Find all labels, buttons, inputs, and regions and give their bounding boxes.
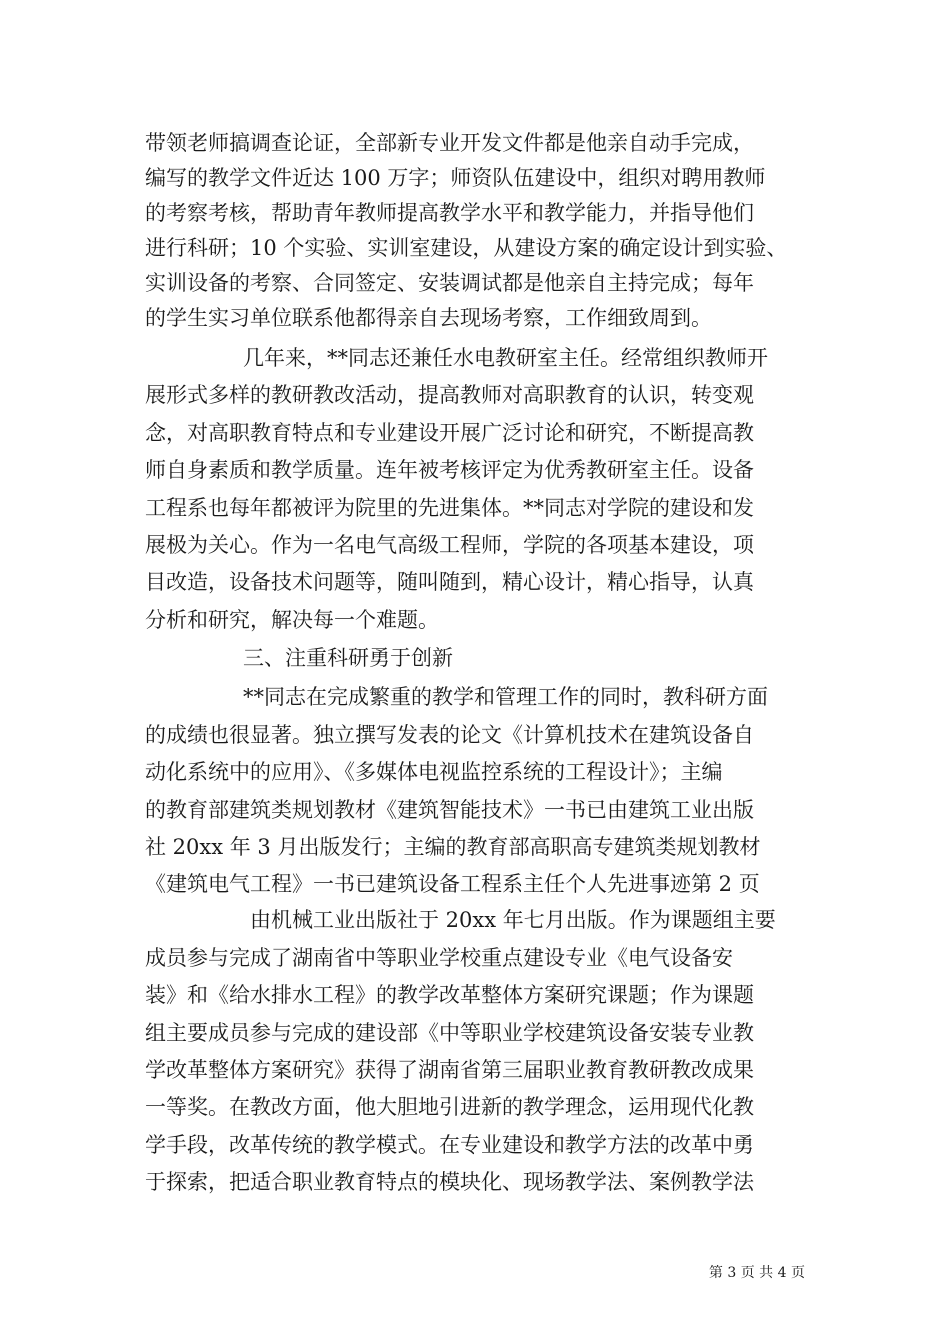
text-line: 的教育部建筑类规划教材《建筑智能技术》一书已由建筑工业出版 (145, 798, 754, 822)
text-line: 《建筑电气工程》一书已建筑设备工程系主任个人先进事迹第 2 页 (145, 872, 760, 896)
text-line: 组主要成员参与完成的建设部《中等职业学校建筑设备安装专业教 (145, 1021, 754, 1045)
text-line: 成员参与完成了湖南省中等职业学校重点建设专业《电气设备安 (145, 946, 733, 970)
text-line: 动化系统中的应用》、《多媒体电视监控系统的工程设计》；主编 (145, 760, 723, 784)
text-line: 师自身素质和教学质量。连年被考核评定为优秀教研室主任。设备 (145, 458, 754, 482)
text-line: 实训设备的考察、合同签定、安装调试都是他亲自主持完成；每年 (145, 271, 754, 295)
text-line: 工程系也每年都被评为院里的先进集体。**同志对学院的建设和发 (145, 496, 754, 520)
text-line: 目改造，设备技术问题等，随叫随到，精心设计，精心指导，认真 (145, 570, 754, 594)
section-heading: 三、注重科研勇于创新 (243, 646, 453, 670)
paragraph-first-line: 几年来，**同志还兼任水电教研室主任。经常组织教师开 (243, 346, 768, 370)
paragraph-first-line: **同志在完成繁重的教学和管理工作的同时，教科研方面 (243, 685, 768, 709)
text-line: 的学生实习单位联系他都得亲自去现场考察，工作细致周到。 (145, 306, 712, 330)
text-line: 社 20xx 年 3 月出版发行；主编的教育部高职高专建筑类规划教材 (145, 835, 761, 859)
text-line: 带领老师搞调查论证，全部新专业开发文件都是他亲自动手完成， (145, 131, 754, 155)
text-line: 的考察考核，帮助青年教师提高教学水平和教学能力，并指导他们 (145, 201, 754, 225)
text-line: 一等奖。在教改方面，他大胆地引进新的教学理念，运用现代化教 (145, 1095, 754, 1119)
text-line: 于探索，把适合职业教育特点的模块化、现场教学法、案例教学法 (145, 1170, 754, 1194)
text-line: 展形式多样的教研教改活动，提高教师对高职教育的认识，转变观 (145, 383, 754, 407)
text-line: 念，对高职教育特点和专业建设开展广泛讨论和研究，不断提高教 (145, 421, 754, 445)
paragraph-first-line: 由机械工业出版社于 20xx 年七月出版。作为课题组主要 (250, 908, 776, 932)
text-line: 装》和《给水排水工程》的教学改革整体方案研究课题；作为课题 (145, 983, 754, 1007)
text-line: 编写的教学文件近达 100 万字；师资队伍建设中，组织对聘用教师 (145, 166, 766, 190)
text-line: 学改革整体方案研究》获得了湖南省第三届职业教育教研教改成果 (145, 1058, 754, 1082)
text-line: 分析和研究，解决每一个难题。 (145, 608, 439, 632)
text-line: 进行科研；10 个实验、实训室建设，从建设方案的确定设计到实验、 (145, 236, 788, 260)
text-line: 学手段，改革传统的教学模式。在专业建设和教学方法的改革中勇 (145, 1133, 754, 1157)
page-number-footer: 第 3 页 共 4 页 (708, 1265, 805, 1281)
text-line: 展极为关心。作为一名电气高级工程师，学院的各项基本建设，项 (145, 533, 754, 557)
text-line: 的成绩也很显著。独立撰写发表的论文《计算机技术在建筑设备自 (145, 723, 754, 747)
